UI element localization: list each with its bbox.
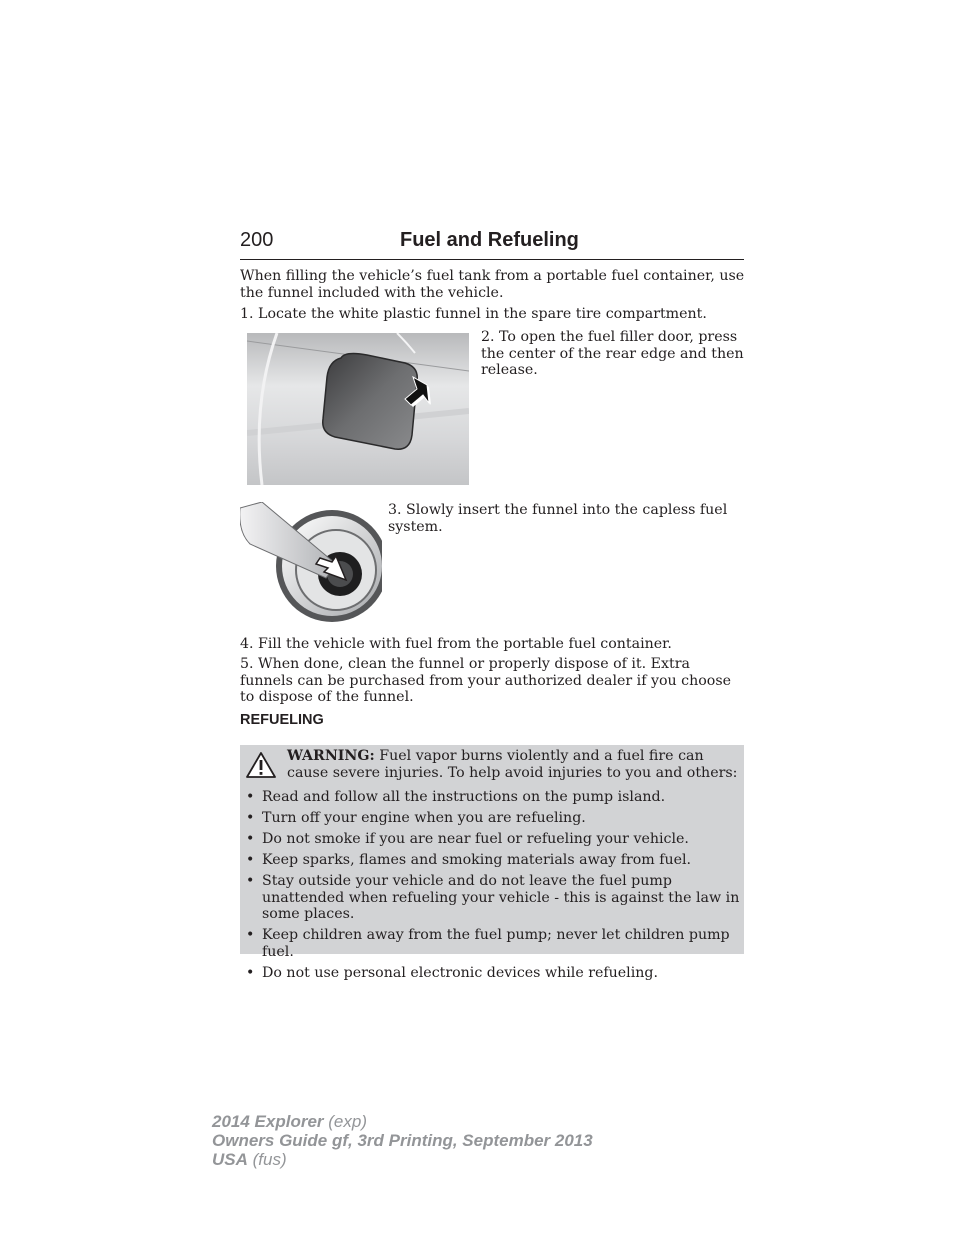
- list-item: • Keep children away from the fuel pump; never let children pump fuel.: [246, 927, 730, 960]
- step-3-text: 3. Slowly insert the funnel into the capless fuel system.: [388, 502, 728, 535]
- bullet: •: [246, 927, 255, 944]
- funnel-insertion-illustration: [240, 502, 382, 624]
- bullet: •: [246, 873, 255, 890]
- warning-intro: [287, 748, 739, 781]
- section-heading-refueling: REFUELING: [240, 712, 324, 728]
- intro-paragraph: When filling the vehicle’s fuel tank from a portable fuel container, use the funnel included with the vehicle.: [240, 268, 745, 301]
- warning-triangle-icon: [245, 751, 277, 779]
- warning-list: [240, 789, 744, 986]
- bullet: •: [246, 789, 255, 805]
- list-item: • Keep sparks, flames and smoking materials away from fuel.: [246, 852, 692, 869]
- step-4-text: 4. Fill the vehicle with fuel from the portable fuel container.: [240, 636, 672, 652]
- bullet: •: [246, 965, 255, 982]
- step-5-text: 5. When done, clean the funnel or properly dispose of it. Extra funnels can be purchased from your authorized dealer if you choose to dispose of the funnel.: [240, 656, 732, 705]
- list-item: • Turn off your engine when you are refueling.: [246, 810, 586, 827]
- step-2-text: 2. To open the fuel filler door, press the center of the rear edge and then release.: [481, 329, 744, 378]
- footer-line-1: 2014 Explorer (exp): [212, 1112, 367, 1131]
- bullet: •: [246, 831, 255, 848]
- footer-line-2: Owners Guide gf, 3rd Printing, September 2013: [212, 1131, 593, 1150]
- list-item: • Do not smoke if you are near fuel or refueling your vehicle.: [246, 831, 689, 848]
- list-item: • Stay outside your vehicle and do not leave the fuel pump unattended when refueling your vehicle - this is against the law in some places.: [246, 873, 740, 923]
- header-divider: [240, 259, 744, 260]
- fuel-filler-door-illustration: [247, 333, 469, 485]
- list-item: • Do not use personal electronic devices while refueling.: [246, 965, 658, 982]
- warning-text: Fuel vapor burns violently and a fuel fire can cause severe injuries. To help avoid injuries to you and others:: [287, 748, 738, 781]
- step-1-text: 1. Locate the white plastic funnel in the spare tire compartment.: [240, 306, 707, 322]
- warning-box: [240, 745, 744, 982]
- footer-line-3: USA (fus): [212, 1150, 287, 1169]
- page-number: 200: [240, 229, 274, 251]
- warning-label: WARNING:: [287, 748, 375, 764]
- list-item: • Read and follow all the instructions on the pump island.: [246, 789, 666, 805]
- footer: [212, 1112, 593, 1169]
- page-title: Fuel and Refueling: [400, 229, 579, 251]
- bullet: •: [246, 810, 255, 827]
- bullet: •: [246, 852, 255, 869]
